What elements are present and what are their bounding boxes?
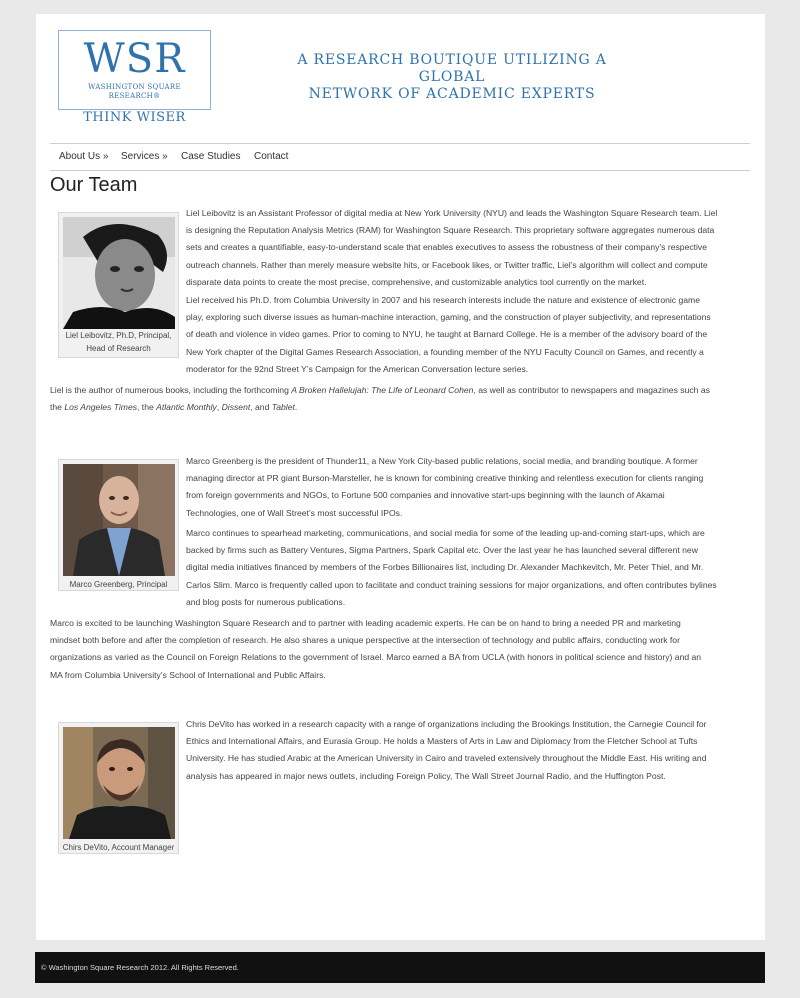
bio-line: outreach channels. Rather than merely measure website hits, or Facebook likes, or Twitter traffic, Liel’s algorithm will collect and compute [186, 259, 708, 270]
bio-text: , and [250, 402, 272, 413]
liel-portrait-image [63, 217, 175, 329]
bio-line: is designing the Reputation Analysis Metrics (RAM) for Washington Square Research. This proprietary software aggregates numerous data [186, 225, 715, 236]
bio-line: moderator for the 92nd Street Y’s Campaign for the American Conversation lecture series. [186, 363, 529, 374]
logo-tagline: THINK WISER [83, 110, 186, 125]
bio-paragraph [186, 205, 717, 291]
logo-subtitle [59, 83, 210, 101]
bio-line: managing director at PR giant Burson-Marsteller, he is known for combining creative thinking and relentless execution for clients ranging [186, 473, 704, 484]
bio-line: digital media initiatives financed by members of the Forbes Billionaires list, including Dr. Alexander Machkevitch, Mr. Peter Thiel, and Mr. [186, 562, 704, 573]
publication-name: Atlantic Monthly [156, 402, 217, 413]
bio-line [50, 382, 710, 399]
tagline-line1: A RESEARCH BOUTIQUE UTILIZING A GLOBAL [297, 52, 607, 85]
team-member-photo-frame [58, 212, 179, 358]
bio-line: Marco Greenberg is the president of Thunder11, a New York City-based public relations, social media, and branding boutique. A former [186, 456, 698, 466]
bio-line: New York chapter of the Digital Games Research Association, a founding member of the NYU Faculty Council on Games, and recently a [186, 346, 704, 357]
bio-line: play, exploring such diverse issues as human-machine interaction, gaming, and the construction of player subjectivity, and representations [186, 312, 711, 323]
bio-text: the [50, 402, 65, 413]
publication-name: Los Angeles Times [64, 402, 138, 413]
main-nav [50, 143, 750, 171]
bio-paragraph [186, 453, 703, 522]
nav-case-studies[interactable]: Case Studies [181, 151, 241, 162]
nav-services[interactable]: Services » [121, 151, 168, 162]
page-title: Our Team [50, 174, 138, 196]
bio-line: Liel Leibovitz is an Assistant Professor of digital media at New York University (NYU) and leads the Washington Square Research team. Liel [186, 208, 718, 218]
bio-line: from foreign governments and NGOs, to Fortune 500 companies and innovative start-ups beginning with the launch of Akamai [186, 490, 665, 501]
caption-line: Head of Research [86, 344, 151, 353]
logo-subtitle-line2: RESEARCH® [108, 92, 161, 100]
logo-subtitle-line1: WASHINGTON SQUARE [88, 83, 181, 91]
footer [35, 952, 765, 983]
nav-contact[interactable]: Contact [254, 151, 289, 162]
bio-line: Marco is excited to be launching Washington Square Research and to partner with leading academic experts. He can be on hand to bring a needed PR and marketing [50, 618, 681, 628]
logo[interactable] [58, 30, 211, 110]
bio-line: University. He has studied Arabic at the American University in Cairo and traveled extensively throughout the Middle East. His writing and [186, 753, 707, 764]
bio-line: disparate data points to create the most precise, comprehensive, and customizable analytics tool currently on the market. [186, 276, 647, 287]
bio-line: backed by firms such as Battery Ventures, Sigma Partners, Spark Capital etc. Over the last year he has launched several different new [186, 545, 698, 556]
page-container [36, 14, 765, 940]
tagline-line2: NETWORK OF ACADEMIC EXPERTS [308, 86, 596, 102]
bio-line: and blog posts for numerous publications. [186, 596, 346, 607]
publication-name: Tablet [271, 402, 295, 413]
bio-paragraph [186, 525, 717, 611]
bio-line: sets and creates a quantifiable, easy-to-understand scale that enables executives to assess the robustness of their company’s respective [186, 242, 708, 253]
bio-line: Liel received his Ph.D. from Columbia University in 2007 and his research interests include the nature and existence of electronic game [186, 295, 700, 305]
bio-paragraph [186, 716, 707, 785]
team-member-photo-frame [58, 459, 179, 591]
bio-line: Marco continues to spearhead marketing, communications, and social media for some of the leading up-and-coming start-ups, which are [186, 528, 705, 538]
bio-text: , the [137, 402, 157, 413]
bio-text: , [216, 402, 222, 413]
logo-letters: WSR [83, 36, 186, 82]
bio-line: Chris DeVito has worked in a research capacity with a range of organizations including the Brookings Institution, the Carnegie Council for [186, 719, 707, 729]
team-member-caption: Chirs DeVito, Account Manager [62, 843, 175, 852]
bio-line: MA from Columbia University’s School of International and Public Affairs. [50, 669, 326, 680]
bio-text: Liel is the author of numerous books, including the forthcoming [50, 385, 292, 395]
bio-line: organizations as varied as the Council on Foreign Relations to the government of Israel. Marco earned a BA from UCLA (with honors in political science and history) and an [50, 652, 702, 663]
chris-portrait-image [63, 727, 175, 839]
bio-line: Ethics and International Affairs, and Eurasia Group. He holds a Masters of Arts in Law and Diplomacy from the Fletcher School at Tufts [186, 736, 698, 747]
nav-about-us[interactable]: About Us » [59, 151, 109, 162]
bio-text: . [294, 402, 298, 413]
bio-line: analysis has appeared in major news outlets, including Foreign Policy, The Wall Street Journal Radio, and the Huffington Post. [186, 770, 666, 781]
caption-line: Liel Leibovitz, Ph.D, Principal, [65, 331, 172, 340]
bio-line: of death and violence in video games. Prior to coming to NYU, he taught at Barnard College. He is a member of the advisory board of the [186, 329, 708, 340]
bio-paragraph [186, 292, 711, 378]
bio-text: , as well as contributor to newspapers and magazines such as [473, 385, 710, 395]
copyright-text: © Washington Square Research 2012. All Rights Reserved. [41, 963, 239, 972]
bio-line: mindset both before and after the completion of research. He also shares a unique perspective at the intersection of technology and public affairs, conducting work for [50, 635, 680, 646]
team-member-photo-frame [58, 722, 179, 854]
bio-line: Technologies, one of Wall Street’s most successful IPOs. [186, 507, 403, 518]
bio-paragraph [50, 615, 701, 684]
team-member-caption [61, 329, 176, 355]
publication-name: Dissent [221, 402, 251, 413]
book-title: A Broken Hallelujah: The Life of Leonard Cohen [291, 385, 474, 395]
team-member-caption: Marco Greenberg, Principal [69, 580, 168, 589]
bio-line [50, 399, 710, 416]
site-tagline [272, 52, 632, 103]
bio-line: Carlos Slim. Marco is frequently called upon to facilitate and conduct training sessions for major organizations, and often contributes bylines [186, 579, 717, 590]
marco-portrait-image [63, 464, 175, 576]
bio-paragraph [50, 382, 710, 416]
